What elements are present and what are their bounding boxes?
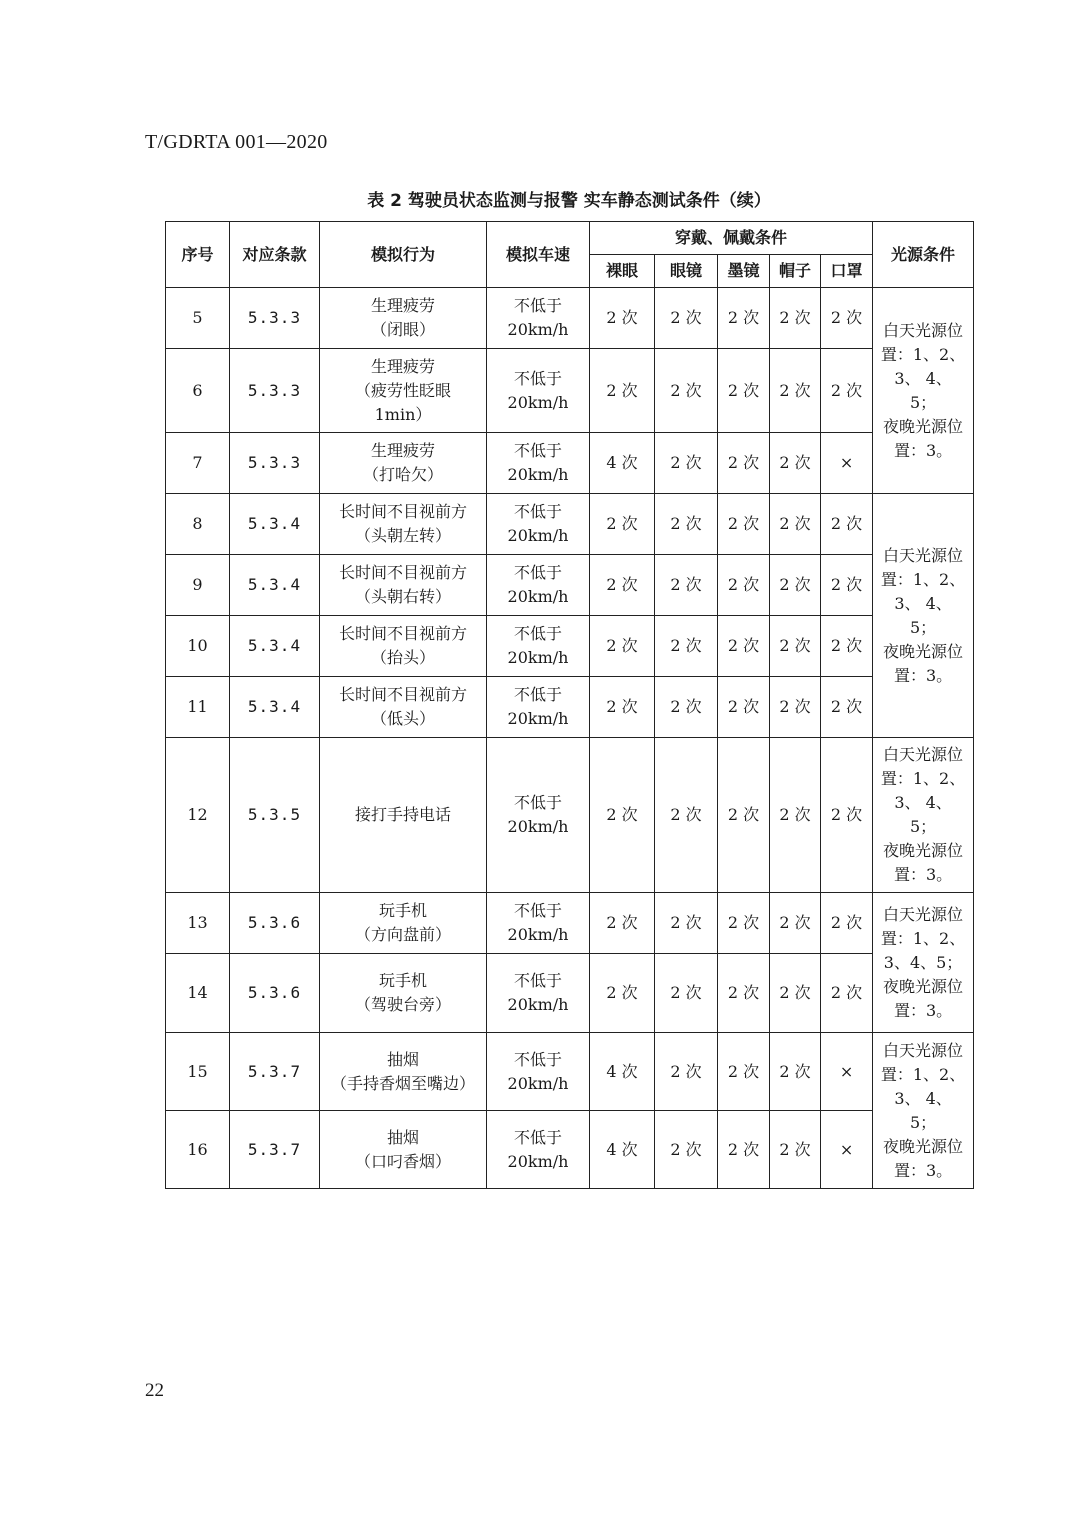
behavior-cell (320, 954, 487, 1033)
behavior-cell (320, 1111, 487, 1189)
behavior-cell-line: 玩手机 (378, 901, 427, 920)
light-condition-cell-line: 3、 4、 (894, 593, 952, 613)
wear-count-cell: 2 次 (821, 616, 873, 677)
speed-cell (487, 349, 590, 433)
clause-cell: 5.3.4 (230, 677, 320, 738)
speed-cell-line: 20km/h (507, 465, 569, 484)
light-condition-cell-line: 置：3。 (893, 1160, 953, 1180)
seq-cell: 13 (166, 893, 230, 954)
header-wear-group: 穿戴、佩戴条件 (590, 222, 873, 255)
table-row (166, 738, 974, 893)
wear-count-cell: 2 次 (655, 494, 718, 555)
wear-count-cell: 2 次 (718, 677, 770, 738)
light-condition-cell (873, 1033, 974, 1189)
wear-count-cell: 2 次 (718, 349, 770, 433)
speed-cell-line: 20km/h (507, 709, 569, 728)
wear-count-cell: 2 次 (770, 1111, 821, 1189)
seq-cell: 9 (166, 555, 230, 616)
light-condition-cell (873, 738, 974, 893)
wear-count-cell: × (821, 1111, 873, 1189)
light-condition-cell-line: 3、4、5； (883, 952, 963, 972)
speed-cell-line: 不低于 (513, 901, 562, 920)
wear-count-cell: 2 次 (718, 433, 770, 494)
wear-count-cell: 2 次 (821, 494, 873, 555)
seq-cell: 10 (166, 616, 230, 677)
speed-cell-line: 20km/h (507, 320, 569, 339)
wear-count-cell: 2 次 (590, 555, 655, 616)
wear-count-cell: 2 次 (770, 433, 821, 494)
behavior-cell-line: （头朝左转） (354, 526, 451, 545)
behavior-cell-line: （方向盘前） (354, 925, 451, 944)
wear-count-cell: 2 次 (770, 288, 821, 349)
wear-count-cell: 2 次 (770, 1033, 821, 1111)
behavior-cell-line: （驾驶台旁） (354, 995, 451, 1014)
wear-count-cell: 2 次 (770, 893, 821, 954)
clause-cell: 5.3.3 (230, 288, 320, 349)
table-row (166, 494, 974, 555)
header-speed: 模拟车速 (487, 222, 590, 288)
behavior-cell-line: （抬头） (370, 648, 435, 667)
header-wear-glasses: 眼镜 (655, 255, 718, 288)
speed-cell-line: 20km/h (507, 648, 569, 667)
wear-count-cell: 2 次 (821, 954, 873, 1033)
wear-count-cell: 4 次 (590, 433, 655, 494)
wear-count-cell: 2 次 (590, 677, 655, 738)
seq-cell: 12 (166, 738, 230, 893)
behavior-cell (320, 288, 487, 349)
light-condition-cell-line: 置：1、2、 (880, 344, 966, 364)
light-condition-cell-line: 置：3。 (893, 1000, 953, 1020)
behavior-cell-line: 生理疲劳 (370, 296, 435, 315)
light-condition-cell-line: 5； (909, 617, 937, 637)
header-light: 光源条件 (873, 222, 974, 288)
speed-cell (487, 954, 590, 1033)
light-condition-cell-line: 夜晚光源位 (883, 1136, 964, 1156)
clause-cell: 5.3.7 (230, 1033, 320, 1111)
clause-cell: 5.3.3 (230, 433, 320, 494)
wear-count-cell: 2 次 (590, 288, 655, 349)
header-behavior: 模拟行为 (320, 222, 487, 288)
wear-count-cell: 2 次 (590, 349, 655, 433)
wear-count-cell: 2 次 (718, 494, 770, 555)
light-condition-cell-line: 置：3。 (893, 665, 953, 685)
speed-cell-line: 不低于 (513, 368, 562, 388)
wear-count-cell: 2 次 (655, 1111, 718, 1189)
table-caption: 表 2 驾驶员状态监测与报警 实车静态测试条件（续） (367, 191, 771, 211)
wear-count-cell: 2 次 (655, 954, 718, 1033)
wear-count-cell: 2 次 (770, 349, 821, 433)
behavior-cell (320, 433, 487, 494)
light-condition-cell-line: 5； (909, 1112, 937, 1132)
behavior-cell-line: 玩手机 (378, 971, 427, 990)
wear-count-cell: 2 次 (718, 738, 770, 893)
wear-count-cell: 4 次 (590, 1033, 655, 1111)
seq-cell: 6 (166, 349, 230, 433)
wear-count-cell: 2 次 (590, 738, 655, 893)
behavior-cell-line: 抽烟 (386, 1127, 419, 1147)
header-wear-sunglasses: 墨镜 (718, 255, 770, 288)
wear-count-cell: 2 次 (821, 288, 873, 349)
wear-count-cell: 2 次 (655, 288, 718, 349)
speed-cell-line: 不低于 (513, 1127, 562, 1147)
test-conditions-table (165, 221, 974, 1189)
behavior-cell-line: （低头） (370, 709, 435, 728)
speed-cell-line: 20km/h (507, 1073, 569, 1093)
speed-cell (487, 677, 590, 738)
light-condition-cell-line: 置：1、2、 (880, 569, 966, 589)
speed-cell-line: 不低于 (513, 624, 562, 643)
speed-cell (487, 893, 590, 954)
light-condition-cell-line: 夜晚光源位 (883, 416, 964, 436)
wear-count-cell: 2 次 (770, 677, 821, 738)
behavior-cell-line: （手持香烟至嘴边） (330, 1073, 475, 1093)
wear-count-cell: 2 次 (655, 677, 718, 738)
seq-cell: 16 (166, 1111, 230, 1189)
speed-cell-line: 20km/h (507, 526, 569, 545)
light-condition-cell (873, 893, 974, 1033)
wear-count-cell: 2 次 (770, 738, 821, 893)
behavior-cell (320, 738, 487, 893)
table-row (166, 433, 974, 494)
light-condition-cell (873, 494, 974, 738)
behavior-cell-line: 长时间不目视前方 (338, 502, 467, 521)
behavior-cell-line: （疲劳性眨眼 (354, 380, 451, 400)
table-row (166, 1111, 974, 1189)
speed-cell-line: 20km/h (507, 925, 569, 944)
speed-cell (487, 616, 590, 677)
speed-cell-line: 20km/h (507, 392, 569, 412)
table-row (166, 288, 974, 349)
wear-count-cell: 4 次 (590, 1111, 655, 1189)
light-condition-cell-line: 3、 4、 (894, 793, 952, 812)
wear-count-cell: 2 次 (821, 677, 873, 738)
wear-count-cell: 2 次 (655, 893, 718, 954)
light-condition-cell-line: 白天光源位 (883, 904, 964, 924)
behavior-cell-line: （口叼香烟） (354, 1151, 451, 1171)
light-condition-cell-line: 置：1、2、 (880, 928, 966, 948)
header-wear-naked-eye: 裸眼 (590, 255, 655, 288)
speed-cell-line: 不低于 (513, 441, 562, 460)
header-wear-hat: 帽子 (770, 255, 821, 288)
light-condition-cell-line: 5； (909, 817, 937, 836)
speed-cell-line: 20km/h (507, 817, 569, 836)
wear-count-cell: 2 次 (770, 494, 821, 555)
clause-cell: 5.3.3 (230, 349, 320, 433)
speed-cell (487, 288, 590, 349)
wear-count-cell: 2 次 (590, 616, 655, 677)
behavior-cell-line: 长时间不目视前方 (338, 624, 467, 643)
wear-count-cell: 2 次 (590, 893, 655, 954)
clause-cell: 5.3.5 (230, 738, 320, 893)
header-wear-mask: 口罩 (821, 255, 873, 288)
table-row (166, 1033, 974, 1111)
behavior-cell (320, 616, 487, 677)
behavior-cell-line: （头朝右转） (354, 587, 451, 606)
behavior-cell-line: （打哈欠） (362, 465, 443, 484)
wear-count-cell: 2 次 (821, 349, 873, 433)
wear-count-cell: 2 次 (655, 349, 718, 433)
table-row (166, 954, 974, 1033)
seq-cell: 7 (166, 433, 230, 494)
behavior-cell (320, 677, 487, 738)
wear-count-cell: 2 次 (718, 1111, 770, 1189)
light-condition-cell (873, 288, 974, 494)
speed-cell-line: 不低于 (513, 685, 562, 704)
speed-cell-line: 不低于 (513, 1049, 562, 1069)
behavior-cell (320, 893, 487, 954)
light-condition-cell-line: 置：1、2、 (880, 1064, 966, 1084)
light-condition-cell-line: 3、 4、 (894, 368, 952, 388)
seq-cell: 11 (166, 677, 230, 738)
light-condition-cell-line: 3、 4、 (894, 1088, 952, 1108)
wear-count-cell: 2 次 (655, 616, 718, 677)
speed-cell (487, 1111, 590, 1189)
behavior-cell-line: 1min） (374, 404, 432, 424)
light-condition-cell-line: 置：3。 (893, 865, 953, 884)
light-condition-cell-line: 夜晚光源位 (883, 641, 964, 661)
speed-cell (487, 738, 590, 893)
light-condition-cell-line: 夜晚光源位 (883, 976, 964, 996)
light-condition-cell-line: 置：1、2、 (880, 769, 966, 788)
speed-cell-line: 20km/h (507, 587, 569, 606)
behavior-cell-line: 生理疲劳 (370, 356, 435, 376)
behavior-cell (320, 555, 487, 616)
wear-count-cell: 2 次 (770, 555, 821, 616)
light-condition-cell-line: 夜晚光源位 (883, 841, 964, 860)
light-condition-cell-line: 置：3。 (893, 440, 953, 460)
speed-cell-line: 不低于 (513, 502, 562, 521)
clause-cell: 5.3.6 (230, 893, 320, 954)
table-row (166, 616, 974, 677)
light-condition-cell-line: 白天光源位 (883, 545, 964, 565)
behavior-cell-line: 生理疲劳 (370, 441, 435, 460)
behavior-cell (320, 1033, 487, 1111)
speed-cell (487, 1033, 590, 1111)
clause-cell: 5.3.7 (230, 1111, 320, 1189)
speed-cell-line: 不低于 (513, 793, 562, 812)
light-condition-cell-line: 白天光源位 (883, 320, 964, 340)
table-row (166, 893, 974, 954)
clause-cell: 5.3.6 (230, 954, 320, 1033)
header-seq: 序号 (166, 222, 230, 288)
clause-cell: 5.3.4 (230, 494, 320, 555)
speed-cell (487, 433, 590, 494)
table-row (166, 349, 974, 433)
wear-count-cell: 2 次 (821, 738, 873, 893)
speed-cell-line: 不低于 (513, 971, 562, 990)
behavior-cell-line: 长时间不目视前方 (338, 563, 467, 582)
speed-cell (487, 494, 590, 555)
wear-count-cell: × (821, 1033, 873, 1111)
wear-count-cell: 2 次 (718, 616, 770, 677)
behavior-cell-line: （闭眼） (370, 320, 435, 339)
wear-count-cell: 2 次 (718, 1033, 770, 1111)
wear-count-cell: 2 次 (718, 954, 770, 1033)
wear-count-cell: 2 次 (770, 954, 821, 1033)
light-condition-cell-line: 5； (909, 392, 937, 412)
wear-count-cell: 2 次 (655, 738, 718, 893)
document-code: T/GDRTA 001—2020 (145, 131, 328, 153)
behavior-cell-line: 接打手持电话 (354, 805, 451, 824)
behavior-cell (320, 349, 487, 433)
speed-cell (487, 555, 590, 616)
clause-cell: 5.3.4 (230, 555, 320, 616)
wear-count-cell: 2 次 (821, 555, 873, 616)
header-clause: 对应条款 (230, 222, 320, 288)
seq-cell: 14 (166, 954, 230, 1033)
wear-count-cell: 2 次 (718, 288, 770, 349)
seq-cell: 5 (166, 288, 230, 349)
wear-count-cell: 2 次 (718, 555, 770, 616)
wear-count-cell: 2 次 (655, 1033, 718, 1111)
wear-count-cell: 2 次 (770, 616, 821, 677)
wear-count-cell: 2 次 (821, 893, 873, 954)
table-row (166, 555, 974, 616)
seq-cell: 8 (166, 494, 230, 555)
wear-count-cell: 2 次 (718, 893, 770, 954)
behavior-cell-line: 抽烟 (386, 1049, 419, 1069)
wear-count-cell: 2 次 (590, 494, 655, 555)
clause-cell: 5.3.4 (230, 616, 320, 677)
behavior-cell (320, 494, 487, 555)
behavior-cell-line: 长时间不目视前方 (338, 685, 467, 704)
wear-count-cell: 2 次 (590, 954, 655, 1033)
wear-count-cell: 2 次 (655, 555, 718, 616)
wear-count-cell: × (821, 433, 873, 494)
table-row (166, 677, 974, 738)
page-number: 22 (145, 1380, 164, 1401)
light-condition-cell-line: 白天光源位 (883, 745, 964, 764)
light-condition-cell-line: 白天光源位 (883, 1040, 964, 1060)
wear-count-cell: 2 次 (655, 433, 718, 494)
speed-cell-line: 不低于 (513, 563, 562, 582)
seq-cell: 15 (166, 1033, 230, 1111)
speed-cell-line: 不低于 (513, 296, 562, 315)
speed-cell-line: 20km/h (507, 1151, 569, 1171)
speed-cell-line: 20km/h (507, 995, 569, 1014)
